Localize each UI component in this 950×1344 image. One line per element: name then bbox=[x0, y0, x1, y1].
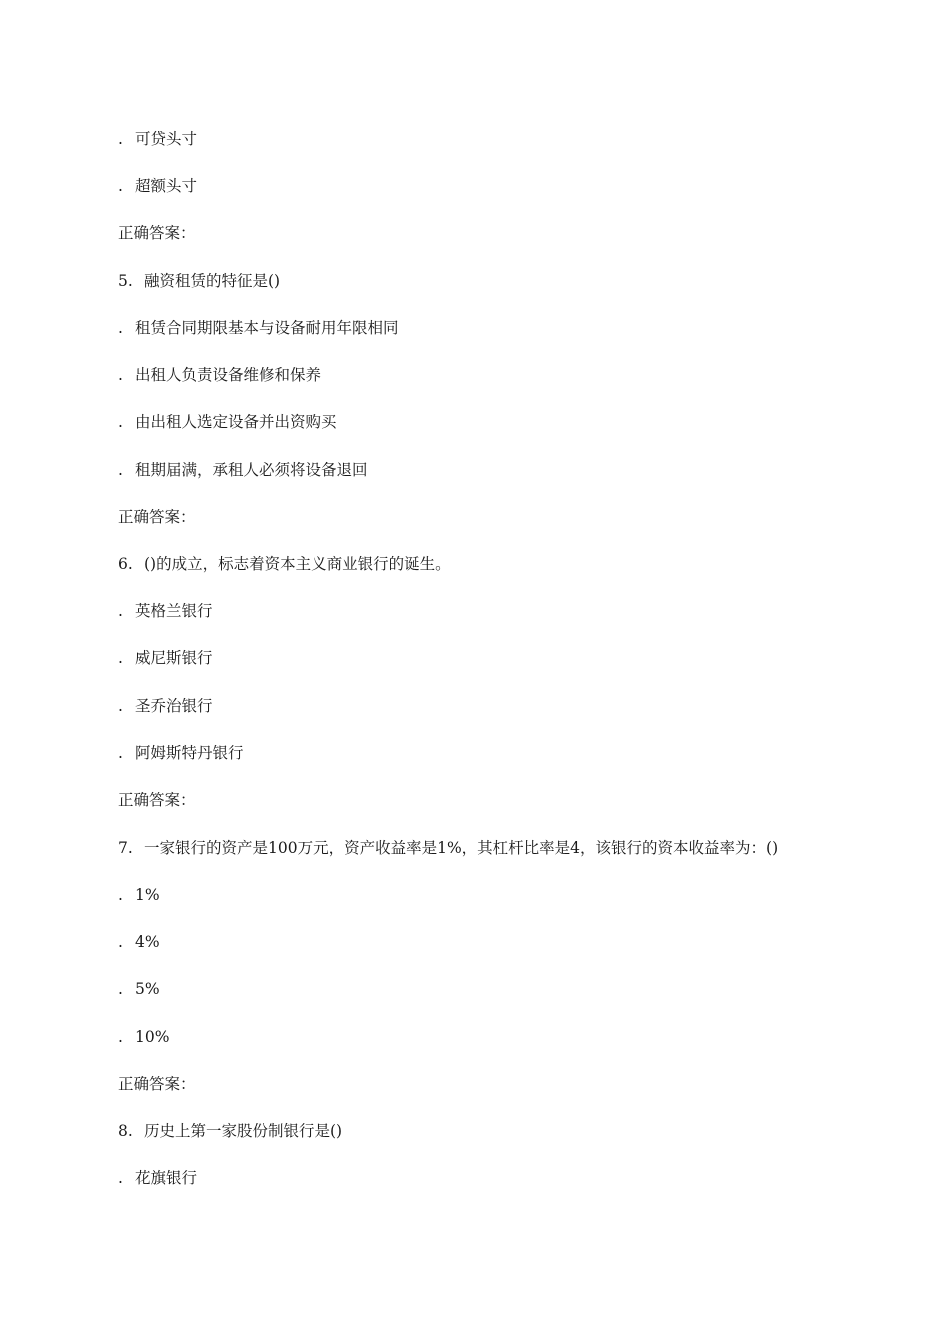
option-line bbox=[118, 601, 213, 621]
answer-label: 正确答案： bbox=[118, 1075, 196, 1093]
option-line bbox=[118, 412, 337, 432]
answer-line bbox=[118, 507, 196, 527]
option-text: 租赁合同期限基本与设备耐用年限相同 bbox=[135, 319, 399, 337]
option-marker: . bbox=[118, 744, 123, 762]
option-line bbox=[118, 979, 160, 999]
option-marker: . bbox=[118, 1169, 123, 1187]
question-text: 融资租赁的特征是() bbox=[144, 272, 281, 290]
question-number: 8. bbox=[118, 1122, 133, 1140]
option-text: 圣乔治银行 bbox=[135, 697, 213, 715]
option-marker: . bbox=[118, 886, 123, 904]
question-line bbox=[118, 554, 451, 574]
question-line bbox=[118, 1121, 342, 1141]
option-marker: . bbox=[118, 130, 123, 148]
option-text: 威尼斯银行 bbox=[135, 649, 213, 667]
question-text: 一家银行的资产是100万元，资产收益率是1%，其杠杆比率是4，该银行的资本收益率为：() bbox=[144, 839, 779, 857]
option-text: 花旗银行 bbox=[135, 1169, 198, 1187]
option-text: 由出租人选定设备并出资购买 bbox=[135, 413, 337, 431]
option-marker: . bbox=[118, 413, 123, 431]
option-line bbox=[118, 743, 244, 763]
option-text: 出租人负责设备维修和保养 bbox=[135, 366, 322, 384]
option-text: 5% bbox=[135, 980, 160, 998]
option-marker: . bbox=[118, 697, 123, 715]
question-number: 7. bbox=[118, 839, 133, 857]
option-line bbox=[118, 365, 321, 385]
option-text: 租期届满，承租人必须将设备退回 bbox=[135, 461, 368, 479]
answer-label: 正确答案： bbox=[118, 224, 196, 242]
answer-label: 正确答案： bbox=[118, 508, 196, 526]
option-text: 可贷头寸 bbox=[135, 130, 198, 148]
question-number: 5. bbox=[118, 272, 133, 290]
option-line bbox=[118, 932, 160, 952]
option-text: 阿姆斯特丹银行 bbox=[135, 744, 244, 762]
question-number: 6. bbox=[118, 555, 133, 573]
question-line bbox=[118, 271, 280, 291]
option-line bbox=[118, 1027, 169, 1047]
question-text: ()的成立，标志着资本主义商业银行的诞生。 bbox=[144, 555, 451, 573]
option-text: 超额头寸 bbox=[135, 177, 198, 195]
question-line bbox=[118, 838, 778, 858]
option-marker: . bbox=[118, 1028, 123, 1046]
option-marker: . bbox=[118, 319, 123, 337]
option-text: 10% bbox=[135, 1028, 170, 1046]
option-marker: . bbox=[118, 980, 123, 998]
option-line bbox=[118, 176, 197, 196]
question-text: 历史上第一家股份制银行是() bbox=[144, 1122, 343, 1140]
answer-line bbox=[118, 790, 196, 810]
option-line bbox=[118, 1168, 197, 1188]
option-line bbox=[118, 885, 160, 905]
option-line bbox=[118, 318, 399, 338]
answer-line bbox=[118, 1074, 196, 1094]
answer-line bbox=[118, 223, 196, 243]
option-line bbox=[118, 129, 197, 149]
option-marker: . bbox=[118, 366, 123, 384]
option-marker: . bbox=[118, 177, 123, 195]
option-line bbox=[118, 460, 368, 480]
option-marker: . bbox=[118, 461, 123, 479]
option-line bbox=[118, 696, 213, 716]
option-line bbox=[118, 648, 213, 668]
answer-label: 正确答案： bbox=[118, 791, 196, 809]
option-text: 1% bbox=[135, 886, 160, 904]
option-text: 英格兰银行 bbox=[135, 602, 213, 620]
option-marker: . bbox=[118, 602, 123, 620]
option-marker: . bbox=[118, 649, 123, 667]
option-marker: . bbox=[118, 933, 123, 951]
option-text: 4% bbox=[135, 933, 160, 951]
